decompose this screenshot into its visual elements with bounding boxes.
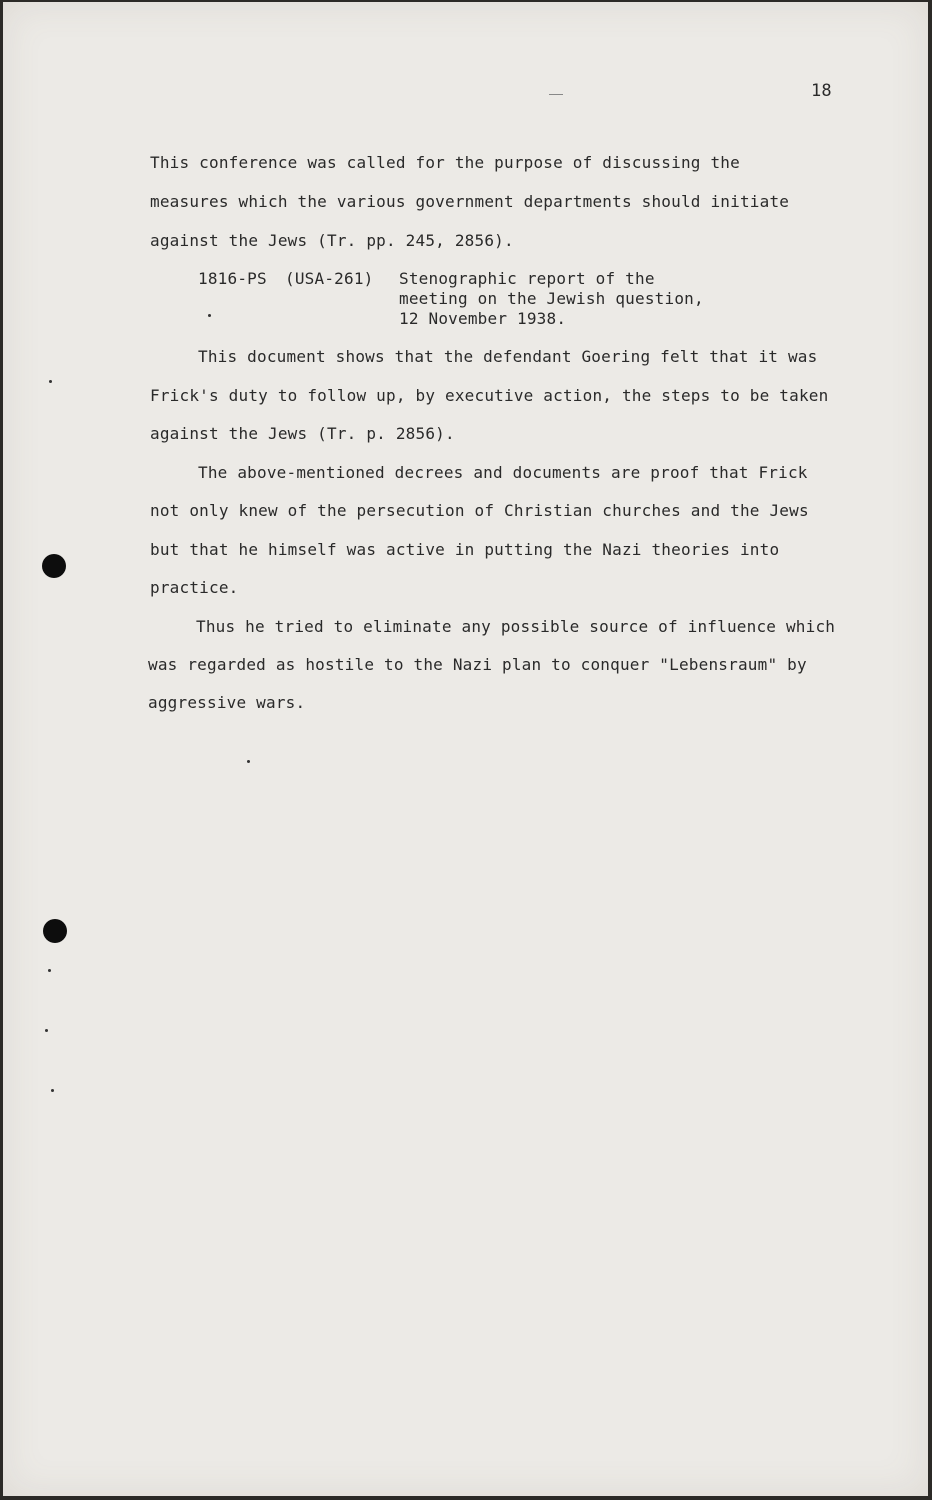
paper-speck — [208, 314, 211, 317]
paragraph-line: was regarded as hostile to the Nazi plan to conquer "Lebensraum" by — [148, 655, 807, 674]
paragraph-line: This document shows that the defendant Goering felt that it was — [198, 347, 818, 366]
paragraph-line: measures which the various government departments should initiate — [150, 192, 790, 211]
paper-speck — [51, 1089, 54, 1092]
paragraph-line: but that he himself was active in putting the Nazi theories into — [150, 540, 780, 559]
document-page — [3, 2, 928, 1496]
paragraph-line: not only knew of the persecution of Christian churches and the Jews — [150, 501, 809, 520]
paper-speck — [247, 760, 250, 763]
paper-speck — [49, 380, 52, 383]
paragraph-line: practice. — [150, 578, 239, 597]
paragraph-line: This conference was called for the purpose of discussing the — [150, 153, 740, 172]
exhibit-document-id: 1816-PS — [198, 269, 267, 288]
paragraph-line: Thus he tried to eliminate any possible source of influence which — [196, 617, 836, 636]
dash-mark — [549, 94, 563, 95]
paragraph-line: against the Jews (Tr. pp. 245, 2856). — [150, 231, 514, 250]
page-number: 18 — [811, 81, 832, 101]
paragraph-line: The above-mentioned decrees and documents are proof that Frick — [198, 463, 808, 482]
paragraph-line: Frick's duty to follow up, by executive action, the steps to be taken — [150, 386, 829, 405]
exhibit-description-line: meeting on the Jewish question, — [399, 289, 704, 308]
exhibit-description-line: Stenographic report of the — [399, 269, 655, 288]
paper-speck — [48, 969, 51, 972]
paragraph-line: against the Jews (Tr. p. 2856). — [150, 424, 455, 443]
exhibit-description-line: 12 November 1938. — [399, 309, 567, 328]
punch-hole — [42, 554, 66, 578]
paper-speck — [45, 1029, 48, 1032]
punch-hole — [43, 919, 67, 943]
paragraph-line: aggressive wars. — [148, 693, 306, 712]
exhibit-number: (USA-261) — [285, 269, 374, 288]
